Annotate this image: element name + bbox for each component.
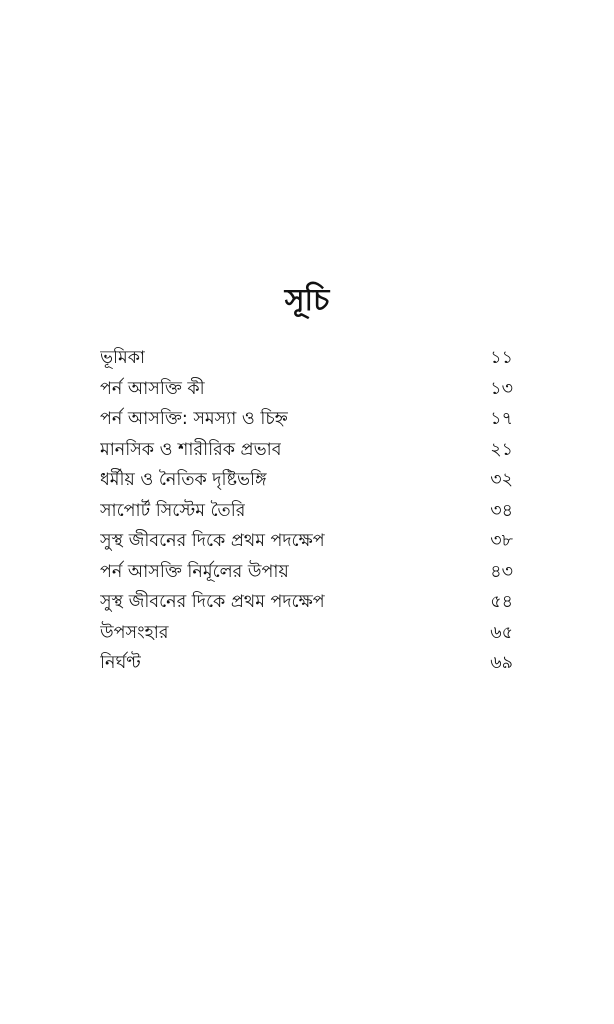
toc-entry-page-number: ১১ [490,348,513,369]
toc-entry [100,587,513,618]
toc-entry-title: পর্ন আসক্তি নির্মূলের উপায় [100,561,289,582]
toc-entry-page-number: ৬৫ [490,622,513,643]
toc-entry-title: উপসংহার [100,622,169,643]
toc-entry-title: সাপোর্ট সিস্টেম তৈরি [100,500,246,521]
toc-entry-page-number: ৩২ [490,470,513,491]
toc-entry-page-number: ৩৪ [490,500,513,521]
toc-entry [100,343,513,374]
toc-list [100,343,513,679]
toc-heading: সূচি [284,283,330,318]
toc-entry-title: নির্ঘণ্ট [100,653,141,674]
toc-entry-title: সুস্থ জীবনের দিকে প্রথম পদক্ষেপ [100,592,325,613]
toc-entry-title: মানসিক ও শারীরিক প্রভাব [100,439,282,460]
toc-entry-title: ধর্মীয় ও নৈতিক দৃষ্টিভঙ্গি [100,470,267,491]
toc-entry-page-number: ৩৮ [490,531,513,552]
toc-entry [100,374,513,405]
toc-entry [100,526,513,557]
toc-entry [100,404,513,435]
toc-entry-title: সুস্থ জীবনের দিকে প্রথম পদক্ষেপ [100,531,325,552]
toc-entry-page-number: ২১ [490,439,513,460]
toc-entry [100,465,513,496]
toc-entry [100,496,513,527]
toc-entry [100,648,513,679]
toc-entry-page-number: ৫৪ [490,592,513,613]
toc-entry-page-number: ৪৩ [490,561,513,582]
toc-entry [100,435,513,466]
toc-entry-title: পর্ন আসক্তি: সমস্যা ও চিহ্ন [100,409,288,430]
toc-entry-title: পর্ন আসক্তি কী [100,378,205,399]
toc-entry-page-number: ৬৯ [490,653,513,674]
toc-entry [100,557,513,588]
toc-entry-page-number: ১৩ [490,378,513,399]
toc-entry-page-number: ১৭ [490,409,513,430]
toc-entry [100,618,513,649]
toc-entry-title: ভূমিকা [100,348,146,369]
